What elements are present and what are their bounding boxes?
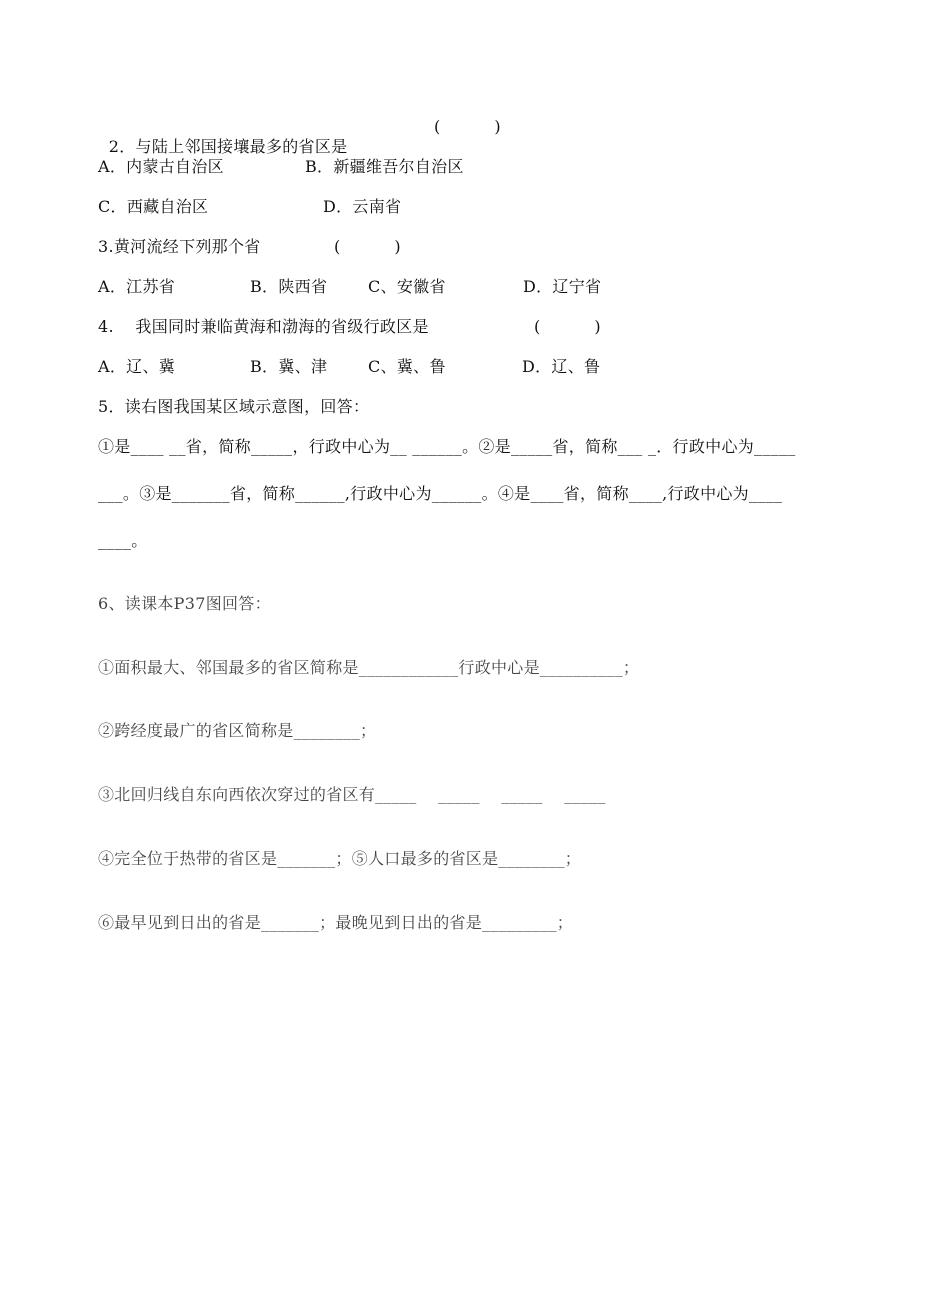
q2-option-c: C．西藏自治区 [98, 197, 209, 216]
q6-stem: 6、读课本P37图回答： [98, 594, 271, 613]
q3-option-d: D．辽宁省 [523, 277, 602, 296]
q2-option-a: A．内蒙古自治区 [98, 157, 224, 176]
q4-option-c: C、冀、鲁 [368, 357, 446, 376]
q5-fill-line-3: ____。 [98, 531, 148, 550]
q4-answer-paren: ( ) [534, 317, 601, 336]
q4-option-b: B．冀、津 [250, 357, 328, 376]
q3-answer-paren: ( ) [334, 237, 401, 256]
q2-option-d: D．云南省 [323, 197, 402, 216]
q6-sub-1: ①面积最大、邻国最多的省区简称是____________行政中心是__________； [98, 658, 640, 677]
q3-option-b: B．陕西省 [250, 277, 328, 296]
q5-stem: 5．读右图我国某区域示意图，回答： [98, 397, 370, 416]
q2-stem-line [98, 117, 347, 157]
q3-option-a: A．江苏省 [98, 277, 176, 296]
q6-sub-4: ④完全位于热带的省区是_______；⑤人口最多的省区是________； [98, 849, 582, 868]
q4-option-d: D．辽、鲁 [522, 357, 601, 376]
q5-fill-line-2: ___。③是_______省，简称______,行政中心为______。④是____省，简称____,行政中心为____ [98, 484, 783, 503]
q2-stem: 2．与陆上邻国接壤最多的省区是 [108, 137, 348, 156]
q5-fill-line-1: ①是____ __省，简称_____，行政中心为__ ______。②是_____省，简称___ _．行政中心为_____ [98, 437, 796, 456]
q6-sub-2: ②跨经度最广的省区简称是________； [98, 721, 377, 740]
q2-answer-paren: ( ) [434, 117, 501, 136]
q6-sub-3: ③北回归线自东向西依次穿过的省区有_____ _____ _____ _____ [98, 785, 606, 804]
q4-option-a: A．辽、冀 [98, 357, 176, 376]
q3-option-c: C、安徽省 [368, 277, 446, 296]
q2-option-b: B．新疆维吾尔自治区 [305, 157, 464, 176]
q3-stem: 3.黄河流经下列那个省 [98, 237, 261, 256]
q4-stem: 4. 我国同时兼临黄海和渤海的省级行政区是 [98, 317, 429, 336]
q6-sub-5: ⑥最早见到日出的省是_______；最晚见到日出的省是_________； [98, 913, 574, 932]
